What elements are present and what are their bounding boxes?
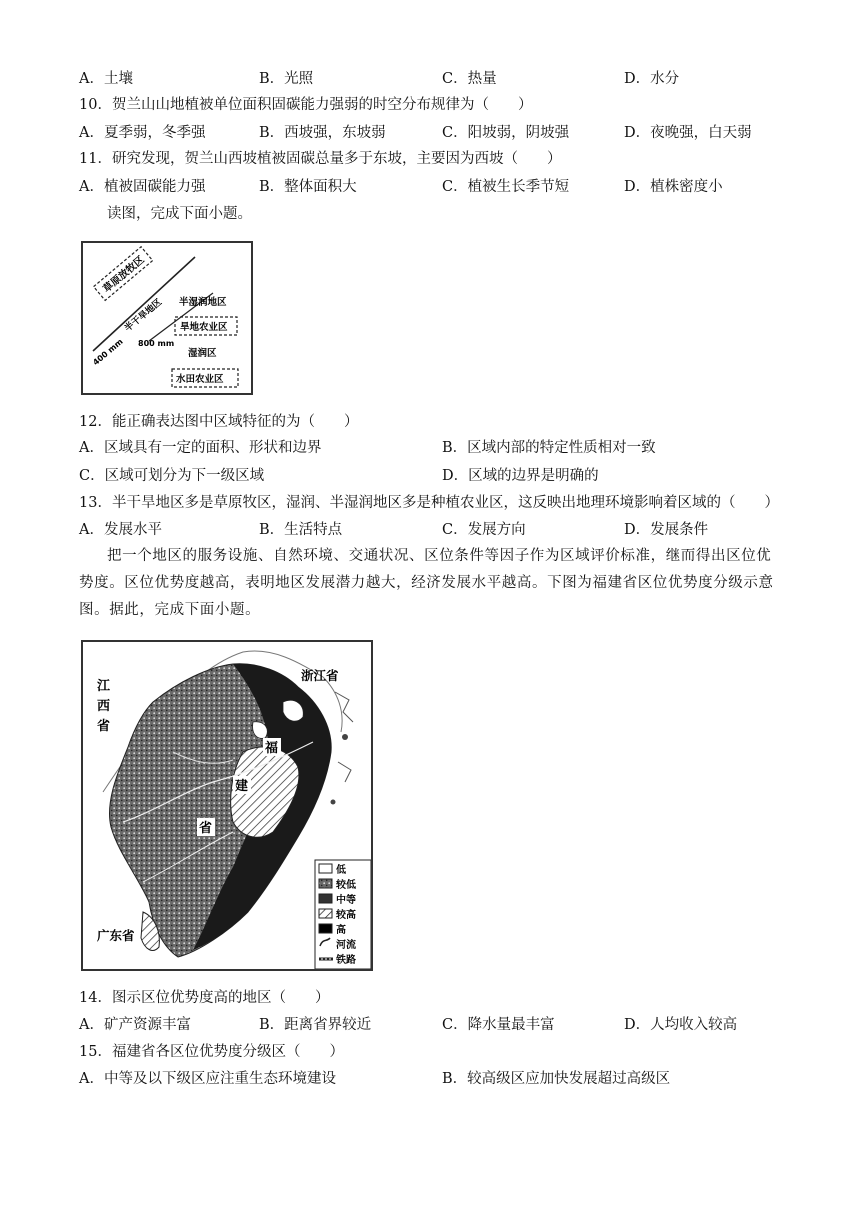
q9-option-c: C．热量 — [442, 71, 497, 87]
label-semihumid: 半湿润地区 — [179, 297, 227, 308]
q13-stem: 13．半干旱地区多是草原牧区，湿润、半湿润地区多是种植农业区，这反映出地理环境影响着区域的（ ） — [79, 495, 779, 511]
q14-stem: 14．图示区位优势度高的地区（ ） — [79, 990, 330, 1006]
q12-option-c: C．区域可划分为下一级区域 — [79, 468, 265, 484]
q11-option-a: A．植被固碳能力强 — [79, 179, 206, 195]
label-isoline-800: 800 mm — [138, 339, 175, 348]
q12-option-b: B．区域内部的特定性质相对一致 — [442, 440, 656, 456]
legend-higher: 较高 — [336, 910, 356, 921]
q10-option-c: C．阳坡弱，阴坡强 — [442, 125, 570, 141]
fujian-map-svg — [83, 642, 371, 969]
q10-option-b: B．西坡强，东坡弱 — [259, 125, 386, 141]
q9-option-d: D．水分 — [624, 71, 680, 87]
legend-low: 低 — [336, 865, 346, 876]
label-jiangxi-1: 江 — [97, 679, 111, 694]
label-semiarid: 半干旱地区 — [123, 297, 165, 335]
label-grassland: 草原放牧区 — [101, 254, 147, 296]
legend-river: 河流 — [336, 940, 356, 951]
label-isoline-400: 400 mm — [91, 337, 125, 368]
q11-option-b: B．整体面积大 — [259, 179, 357, 195]
q12-option-d: D．区域的边界是明确的 — [442, 468, 599, 484]
region-diagram-svg — [83, 243, 251, 393]
map-legend — [315, 860, 371, 969]
q13-option-a: A．发展水平 — [79, 522, 162, 538]
legend-medium: 中等 — [336, 895, 356, 906]
label-guangdong: 广东省 — [97, 928, 135, 943]
label-humid: 湿润区 — [188, 348, 217, 359]
intro-figure1: 读图，完成下面小题。 — [107, 206, 252, 222]
q13-option-d: D．发展条件 — [624, 522, 709, 538]
q15-option-b: B．较高级区应加快发展超过高级区 — [442, 1071, 671, 1087]
label-jiangxi-2: 西 — [97, 699, 111, 714]
q15-option-a: A．中等及以下级区应注重生态环境建设 — [79, 1071, 336, 1087]
label-paddy: 水田农业区 — [176, 374, 224, 385]
legend-lower: 较低 — [336, 880, 356, 891]
q14-option-b: B．距离省界较近 — [259, 1017, 372, 1033]
q13-option-b: B．生活特点 — [259, 522, 343, 538]
region-diagram — [81, 241, 253, 395]
q9-option-a: A．土壤 — [79, 71, 133, 87]
q11-option-d: D．植株密度小 — [624, 179, 723, 195]
q10-option-d: D．夜晚强，白天弱 — [624, 125, 752, 141]
label-jian: 建 — [235, 779, 249, 794]
legend-railway: 铁路 — [336, 955, 356, 966]
q9-option-b: B．光照 — [259, 71, 314, 87]
label-sheng: 省 — [199, 821, 213, 836]
label-zhejiang: 浙江省 — [301, 668, 339, 683]
legend-high: 高 — [336, 925, 346, 936]
label-dryfarm: 旱地农业区 — [180, 322, 228, 333]
q10-option-a: A．夏季弱，冬季强 — [79, 125, 206, 141]
q14-option-d: D．人均收入较高 — [624, 1017, 738, 1033]
q12-stem: 12．能正确表达图中区域特征的为（ ） — [79, 414, 359, 430]
q11-stem: 11．研究发现，贺兰山西坡植被固碳总量多于东坡，主要因为西坡（ ） — [79, 151, 562, 167]
q13-option-c: C．发展方向 — [442, 522, 526, 538]
fujian-map — [81, 640, 373, 971]
q14-option-a: A．矿产资源丰富 — [79, 1017, 191, 1033]
intro-figure2: 把一个地区的服务设施、自然环境、交通状况、区位条件等因子作为区域评价标准，继而得出区位优势度。区位优势度越高，表明地区发展潜力越大，经济发展水平越高。下图为福建省区位优势度分级示意图。据此，完成下面小题。 — [79, 548, 774, 618]
q15-stem: 15．福建省各区位优势度分级区（ ） — [79, 1044, 344, 1060]
q11-option-c: C．植被生长季节短 — [442, 179, 570, 195]
label-jiangxi-3: 省 — [97, 719, 111, 734]
label-fu: 福 — [265, 741, 279, 756]
q14-option-c: C．降水量最丰富 — [442, 1017, 555, 1033]
q10-stem: 10．贺兰山山地植被单位面积固碳能力强弱的时空分布规律为（ ） — [79, 97, 533, 113]
q12-option-a: A．区域具有一定的面积、形状和边界 — [79, 440, 322, 456]
